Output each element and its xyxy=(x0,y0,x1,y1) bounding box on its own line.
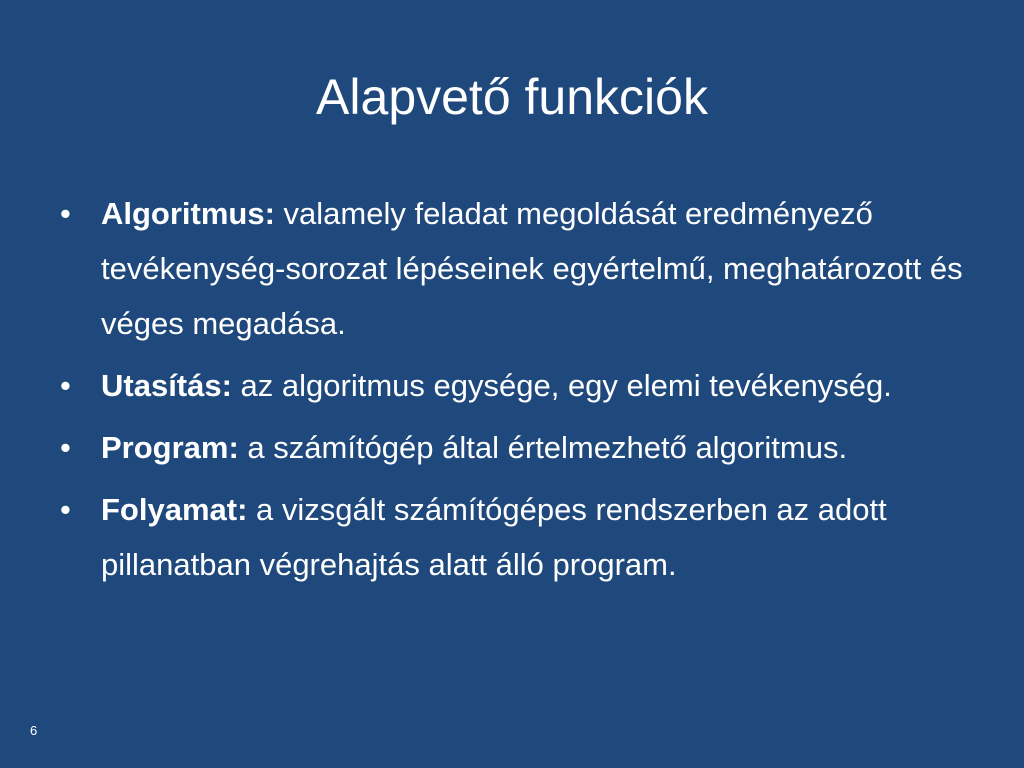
bullet-term: Algoritmus: xyxy=(101,196,275,231)
bullet-item-program xyxy=(58,420,978,475)
bullet-term: Folyamat: xyxy=(101,492,248,527)
bullet-term: Program: xyxy=(101,430,239,465)
bullet-item-algoritmus xyxy=(58,186,978,351)
bullet-text: a számítógép által értelmezhető algoritmus. xyxy=(238,430,848,465)
bullet-icon: • xyxy=(60,492,71,527)
slide-title: Alapvető funkciók xyxy=(316,69,708,125)
bullet-text: az algoritmus egysége, egy elemi tevékenység. xyxy=(231,368,892,403)
bullet-list xyxy=(58,186,978,592)
slide-number: 6 xyxy=(30,723,38,738)
bullet-text: a vizsgált számítógépes rendszerben az adott pillanatban végrehajtás alatt álló program. xyxy=(101,492,887,582)
bullet-item-utasitas xyxy=(58,358,978,413)
bullet-icon: • xyxy=(60,430,71,465)
bullet-term: Utasítás: xyxy=(101,368,232,403)
bullet-icon: • xyxy=(60,196,71,231)
bullet-item-folyamat xyxy=(58,482,978,592)
bullet-icon: • xyxy=(60,368,71,403)
bullet-text: valamely feladat megoldását eredményező tevékenység-sorozat lépéseinek egyértelmű, meghatározott és véges megadása. xyxy=(101,196,963,341)
